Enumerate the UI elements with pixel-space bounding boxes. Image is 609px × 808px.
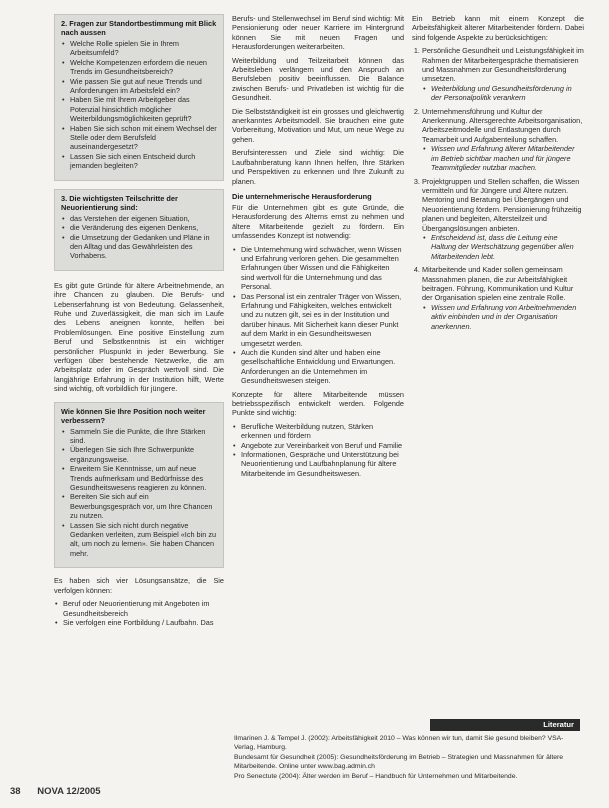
sub-item: • Wissen und Erfahrung älterer Mitarbeitender im Betrieb sichtbar machen und für jüngere Teammitglieder nutzbar machen. xyxy=(431,144,584,172)
list-item: • Bereiten Sie sich auf ein Bewerbungsgespräch vor, um Ihre Chancen zu nutzen. xyxy=(70,492,217,520)
list-item: • Sie verfolgen eine Fortbildung / Laufbahn. Das xyxy=(63,618,224,627)
question-box-steps xyxy=(54,189,224,271)
list-item: • Welche Kompetenzen erfordern die neuen Trends im Gesundheitsbereich? xyxy=(70,58,217,77)
bullet-list xyxy=(61,214,217,261)
page-footer xyxy=(10,786,101,797)
list-item: • die Veränderung des eigenen Denkens, xyxy=(70,223,217,232)
box-heading: Wie können Sie Ihre Position noch weiter verbessern? xyxy=(61,406,206,425)
numbered-item xyxy=(422,177,584,262)
list-item: • Überlegen Sie sich Ihre Schwerpunkte ergänzungsweise. xyxy=(70,445,217,464)
sub-item: • Weiterbildung und Gesundheitsförderung in der Personalpolitik verankern xyxy=(431,84,584,103)
item-text: Persönliche Gesundheit und Leistungsfähigkeit im Rahmen der Mitarbeitergespräche thematisieren und Massnahmen zur Gesundheitsförderung umsetzen. xyxy=(422,46,584,84)
item-text: Mitarbeitende und Kader sollen gemeinsam Massnahmen planen, die zur Arbeitsfähigkeit beitragen. Führung, Kommunikation und Kultur der Organisation spielen eine zentrale Rolle. xyxy=(422,265,574,303)
list-item: • Das Personal ist ein zentraler Träger von Wissen, Erfahrung und Fähigkeiten, welches entwickelt und zu nutzen gilt, sei es in der Institution und darüber hinaus. Mit Sicherheit kann dieser Punkt auf dem Markt in ein Gesundheitswesen umgesetzt werden. xyxy=(241,292,404,348)
list-item: • Welche Rolle spielen Sie in Ihrem Arbeitsumfeld? xyxy=(70,39,217,58)
body-paragraph: Weiterbildung und Teilzeitarbeit können das Arbeitsleben verlängern und den Anspruch an Berufsleben positiv beeinflussen. Die Balance zwischen Berufs- und Privatleben ist wichtig für die Gesundheit. xyxy=(232,55,404,103)
box-heading: 3. Die wichtigsten Teilschritte der Neuorientierung sind: xyxy=(61,193,178,212)
literature-label-bar xyxy=(430,719,580,731)
bullet-list xyxy=(61,427,217,559)
numbered-item xyxy=(422,107,584,173)
body-paragraph: Berufsinteressen und Ziele sind wichtig: Die Laufbahnberatung kann Ihnen helfen, Ihre Stärken und Perspektiven zu erkennen und Ihre Zukunft zu planen. xyxy=(232,148,404,186)
bullet-list xyxy=(54,599,224,627)
body-paragraph: Für die Unternehmen gibt es gute Gründe, die Herausforderung des Alterns ernst zu nehmen und ältere Mitarbeitende gezielt zu fördern. Ein umfassendes Konzept ist notwendig: xyxy=(232,202,404,241)
section-heading: Die unternehmerische Herausforderung xyxy=(232,191,372,201)
item-text: Projektgruppen und Stellen schaffen, die Wissen vermitteln und für Jüngere und Ältere nutzen. Mentoring und Beratung bei Übergängen und Neuorientierung fördern. Pensionierung frühzeitig planen und begleiten, Altersteilzeit und Übergangslösungen anbieten. xyxy=(422,176,582,233)
page-number: 38 xyxy=(10,786,21,797)
list-item: • die Umsetzung der Gedanken und Pläne in den Alltag und das Gewährleisten des Vorhabens. xyxy=(70,233,217,261)
literature-list xyxy=(234,735,584,784)
question-box-position xyxy=(54,402,224,569)
column-middle xyxy=(232,14,404,482)
column-right xyxy=(412,14,584,335)
list-item: • Wie passen Sie gut auf neue Trends und Anforderungen im Arbeitsfeld ein? xyxy=(70,77,217,96)
list-item: • Auch die Kunden sind älter und haben eine gesellschaftliche Entwicklung und Erwartungen. Anforderungen an die Unternehmen im Gesundheitswesen steigen. xyxy=(241,348,404,386)
sub-list xyxy=(422,84,584,103)
numbered-list xyxy=(412,46,584,331)
magazine-issue: NOVA 12/2005 xyxy=(37,786,101,797)
bullet-list xyxy=(61,39,217,171)
literature-label: Literatur xyxy=(543,720,574,729)
list-item: • Informationen, Gespräche und Unterstützung bei Neuorientierung und Laufbahnplanung für ältere Mitarbeitende im Gesundheitswesen. xyxy=(241,450,404,478)
sub-list xyxy=(422,233,584,261)
body-paragraph: Konzepte für ältere Mitarbeitende müssen betriebsspezifisch entwickelt werden. Folgende Punkte sind wichtig: xyxy=(232,389,404,418)
numbered-item xyxy=(422,265,584,331)
sub-item: • Entscheidend ist, dass die Leitung eine Haltung der Wertschätzung gegenüber allen Mitarbeitenden lebt. xyxy=(431,233,584,261)
list-item: • Angebote zur Vereinbarkeit von Beruf und Familie xyxy=(241,441,404,450)
list-item: • Erweitern Sie Kenntnisse, um auf neue Trends aufmerksam und Bedürfnisse des Gesundheitswesens reagieren zu können. xyxy=(70,464,217,492)
body-paragraph: Die Selbstständigkeit ist ein grosses und gleichwertig anerkanntes Arbeitsmodell. Sie brauchen eine gute Vorbereitung, Motivation und Mut, um neue Wege zu gehen. xyxy=(232,106,404,144)
body-paragraph: Berufs- und Stellenwechsel im Beruf sind wichtig: Mit Pensionierung oder neuer Karriere im Hintergrund können Sie mit neuen Fragen und Herausforderungen weiterarbeiten. xyxy=(232,14,404,52)
body-paragraph: Ein Betrieb kann mit einem Konzept die Arbeitsfähigkeit älterer Mitarbeitender fördern. Dabei sind folgende Aspekte zu berücksichtigen: xyxy=(412,14,584,42)
bullet-list xyxy=(232,245,404,386)
sub-list xyxy=(422,303,584,331)
sub-list xyxy=(422,144,584,172)
box-heading: 2. Fragen zur Standortbestimmung mit Blick nach aussen xyxy=(61,19,217,37)
body-paragraph: Es haben sich vier Lösungsansätze, die Sie verfolgen können: xyxy=(54,576,224,595)
literature-entry: Ilmarinen J. & Tempel J. (2002): Arbeitsfähigkeit 2010 – Was können wir tun, damit Sie gesund bleiben? VSA-Verlag, Hamburg. xyxy=(234,735,564,751)
question-box-outlook xyxy=(54,14,224,181)
bullet-list xyxy=(232,422,404,478)
numbered-item xyxy=(422,46,584,102)
item-text: Unternehmensführung und Kultur der Anerkennung. Altersgerechte Arbeitsorganisation, Arbeitszeitmodelle und Entlastungen durch Teamarbeit und Aufgabenteilung schaffen. xyxy=(422,106,583,144)
list-item: • Haben Sie sich schon mit einem Wechsel der Stelle oder dem Berufsfeld auseinandergesetzt? xyxy=(70,124,217,152)
list-item: • Beruf oder Neuorientierung mit Angeboten im Gesundheitsbereich xyxy=(63,599,224,618)
list-item: • Haben Sie mit Ihrem Arbeitgeber das Potenzial hinsichtlich möglicher Weiterbildungsmöglichkeiten geprüft? xyxy=(70,95,217,123)
list-item: • das Verstehen der eigenen Situation, xyxy=(70,214,217,223)
literature-entry: Bundesamt für Gesundheit (2005): Gesundheitsförderung im Betrieb – Strategien und Massnahmen für ältere Mitarbeitende. Online unter www.bag.admin.ch xyxy=(234,754,564,770)
list-item: • Berufliche Weiterbildung nutzen, Stärken erkennen und fördern xyxy=(241,422,404,441)
sub-item: • Wissen und Erfahrung von Arbeitnehmenden aktiv einbinden und in der Organisation anerkennen. xyxy=(431,303,584,331)
column-left xyxy=(54,14,224,631)
list-item: • Sammeln Sie die Punkte, die Ihre Stärken sind. xyxy=(70,427,217,446)
list-item: • Lassen Sie sich nicht durch negative Gedanken verleiten, zum Beispiel «Ich bin zu alt, um noch zu lernen». Sie haben Chancen mehr. xyxy=(70,521,217,559)
body-paragraph: Es gibt gute Gründe für ältere Arbeitnehmende, an ihre Chancen zu glauben. Die Berufs- und Lebenserfahrung ist von Bedeutung. Gelassenheit, Ruhe und Zuverlässigkeit, die man sich im Laufe des Lebens aneignen konnte, helfen bei Problemlösungen. Eine positive Einstellung zum Beruf und Selbstkenntnis ist ein wichtiger persönlicher Pluspunkt in jeder Bewerbung. Sie verfügen über bestehende Netzwerke, die am Arbeitsplatz oder im Gespräch wertvoll sind. Die langjährige Erfahrung in der Institution hilft, Werte sind wichtig, oft vorbildlich für jüngere. xyxy=(54,280,224,394)
list-item: • Lassen Sie sich einen Entscheid durch jemanden begleiten? xyxy=(70,152,217,171)
list-item: • Die Unternehmung wird schwächer, wenn Wissen und Erfahrung verloren gehen. Die gesammelten Erfahrungen über Wissen und die Fähigkeiten sind wertvoll für die Unternehmung und das Personal. xyxy=(241,245,404,292)
literature-entry: Pro Senectute (2004): Älter werden im Beruf – Handbuch für Unternehmen und Mitarbeitende. xyxy=(234,773,518,781)
